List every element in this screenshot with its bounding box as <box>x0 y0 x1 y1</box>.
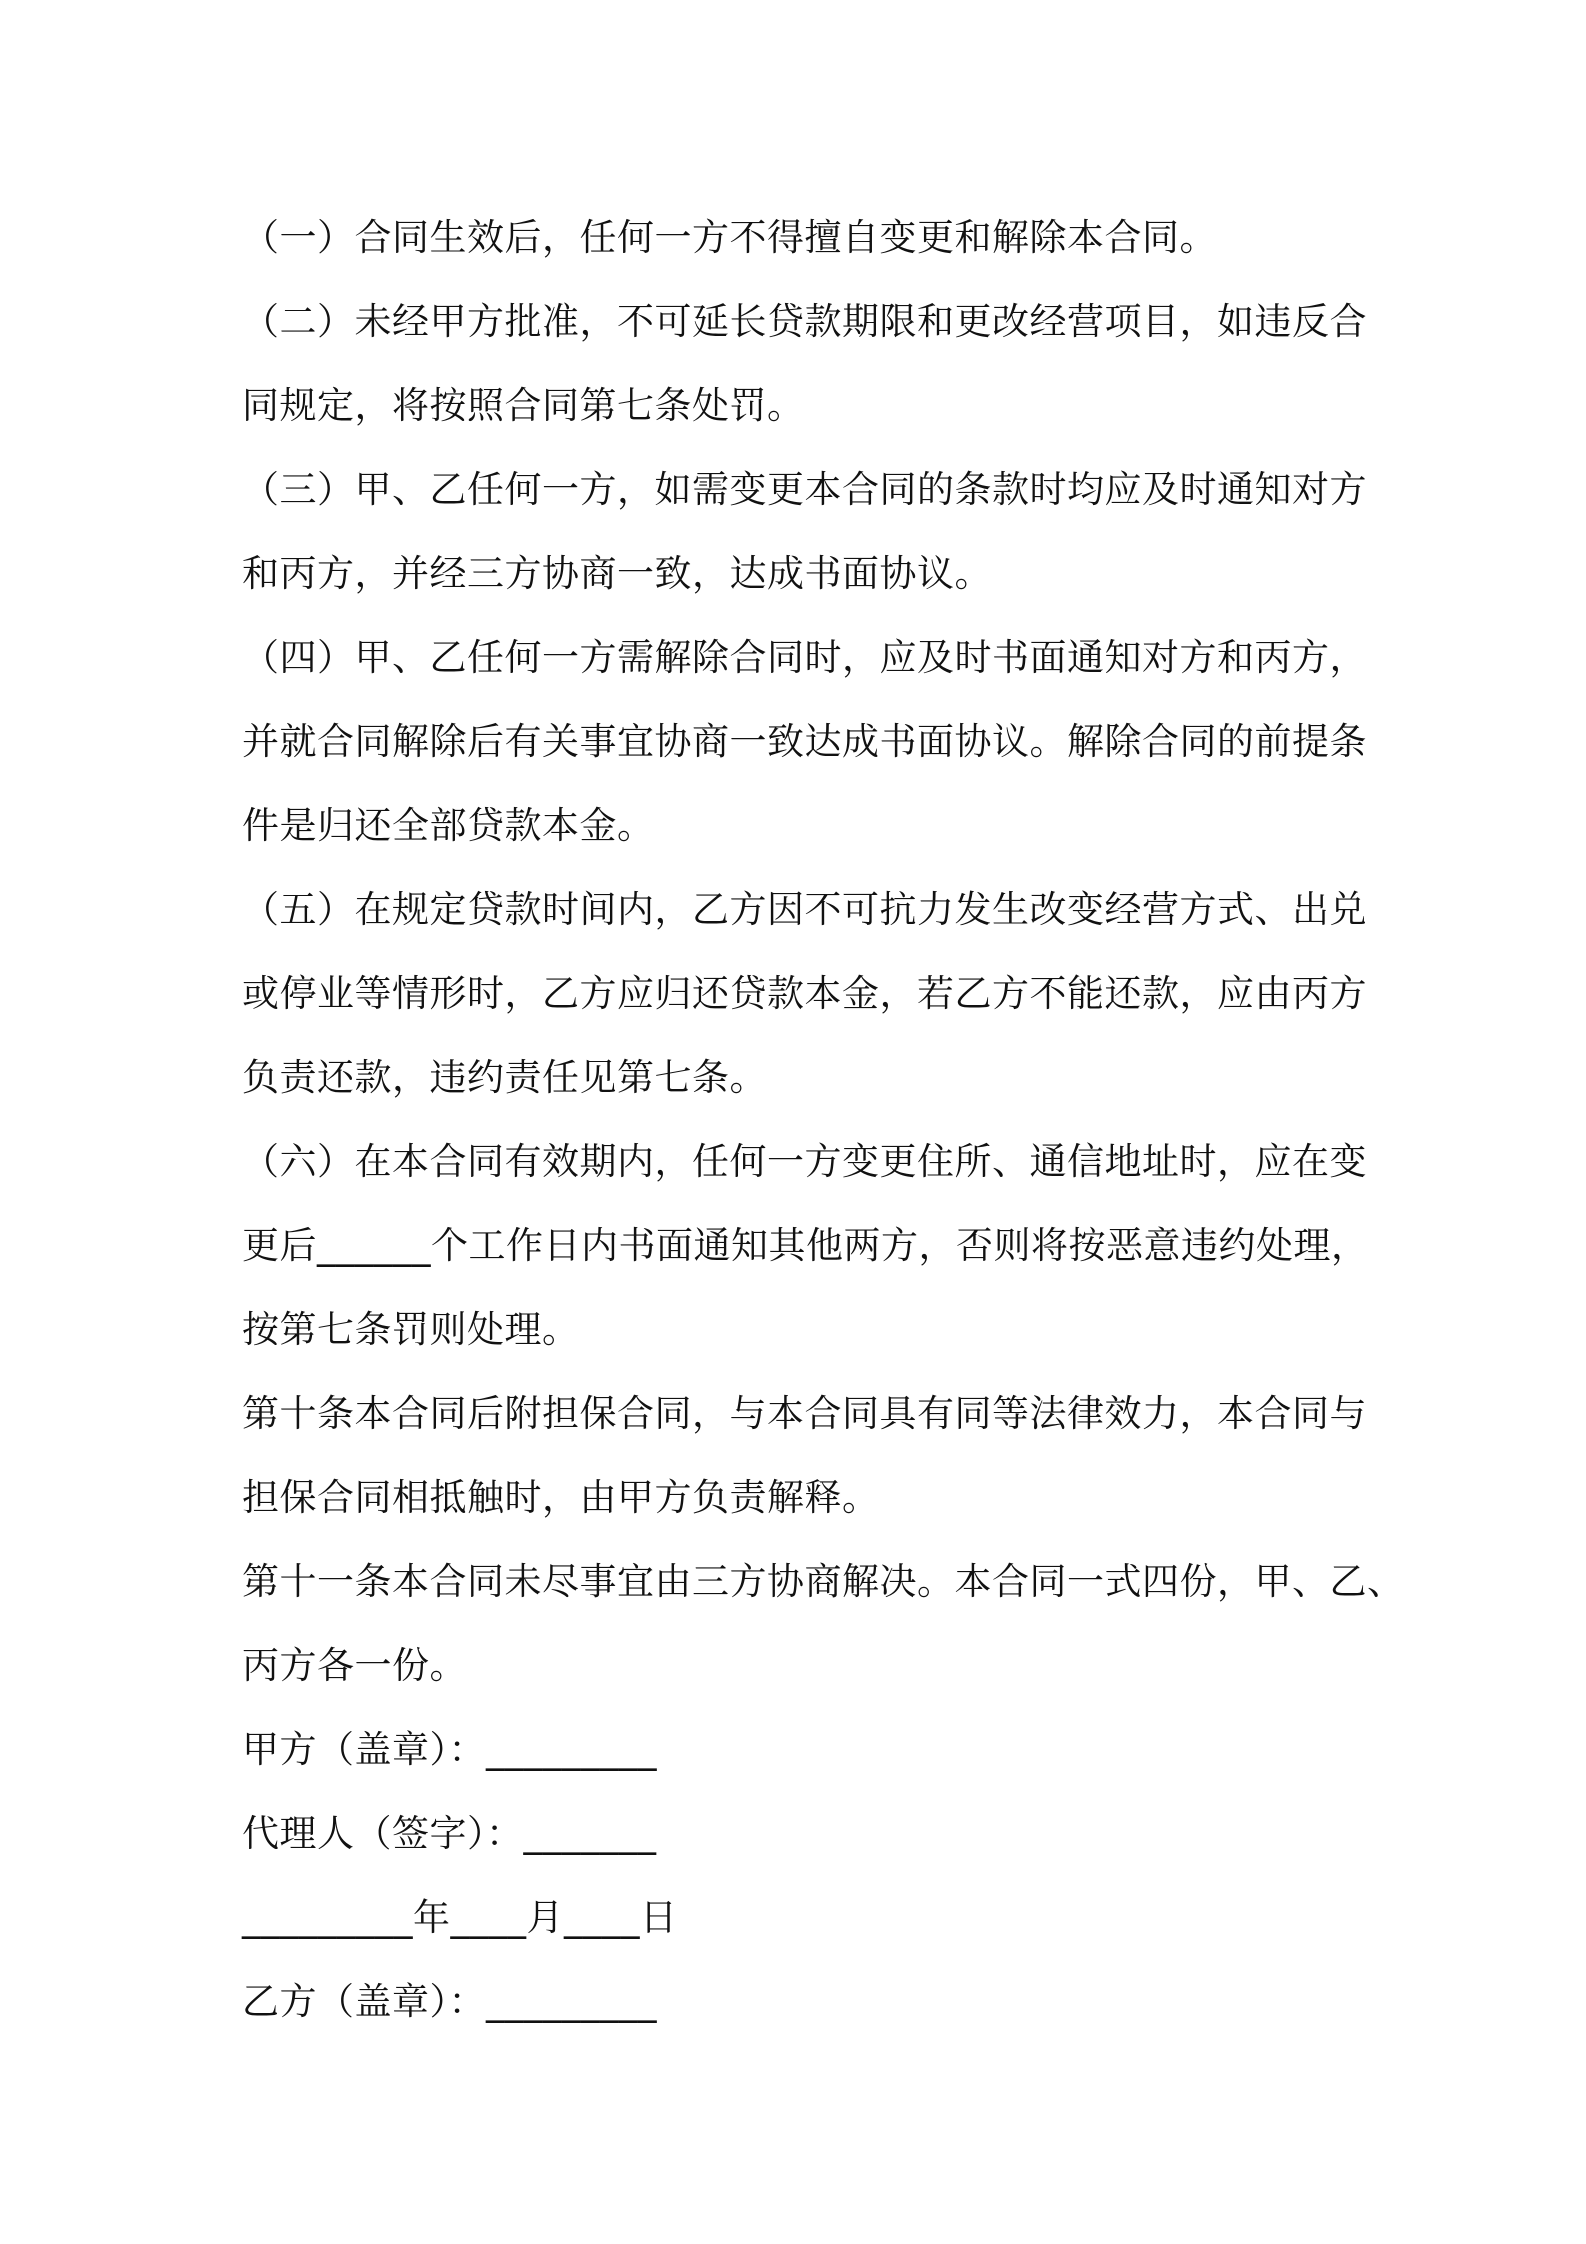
document-page <box>242 196 1405 2044</box>
clause-5-line-1: （五）在规定贷款时间内，乙方因不可抗力发生改变经营方式、出兑 <box>242 888 1367 931</box>
clause-4-line-2: 并就合同解除后有关事宜协商一致达成书面协议。解除合同的前提条 <box>242 720 1367 763</box>
article-11-line-1: 第十一条本合同未尽事宜由三方协商解决。本合同一式四份，甲、乙、 <box>242 1560 1405 1603</box>
article-11-line-2: 丙方各一份。 <box>242 1644 467 1687</box>
clause-1-line: （一）合同生效后，任何一方不得擅自变更和解除本合同。 <box>242 216 1217 259</box>
date-line: _________年____月____日 <box>242 1896 678 1939</box>
clause-6-line-2: 更后______个工作日内书面通知其他两方，否则将按恶意违约处理， <box>242 1224 1369 1267</box>
clause-3-line-1: （三）甲、乙任何一方，如需变更本合同的条款时均应及时通知对方 <box>242 468 1367 511</box>
clause-2-line-2: 同规定，将按照合同第七条处罚。 <box>242 384 805 427</box>
party-b-seal-line: 乙方（盖章）：_________ <box>242 1980 657 2023</box>
clause-4-line-3: 件是归还全部贷款本金。 <box>242 804 655 847</box>
agent-signature-line: 代理人（签字）：_______ <box>242 1812 657 1855</box>
article-10-line-2: 担保合同相抵触时，由甲方负责解释。 <box>242 1476 880 1519</box>
party-a-seal-line: 甲方（盖章）：_________ <box>242 1728 657 1771</box>
clause-5-line-3: 负责还款，违约责任见第七条。 <box>242 1056 767 1099</box>
clause-5-line-2: 或停业等情形时，乙方应归还贷款本金，若乙方不能还款，应由丙方 <box>242 972 1367 1015</box>
clause-3-line-2: 和丙方，并经三方协商一致，达成书面协议。 <box>242 552 992 595</box>
clause-6-line-3: 按第七条罚则处理。 <box>242 1308 580 1351</box>
clause-6-line-1: （六）在本合同有效期内，任何一方变更住所、通信地址时，应在变 <box>242 1140 1367 1183</box>
article-10-line-1: 第十条本合同后附担保合同，与本合同具有同等法律效力，本合同与 <box>242 1392 1367 1435</box>
clause-2-line-1: （二）未经甲方批准，不可延长贷款期限和更改经营项目，如违反合 <box>242 300 1367 343</box>
clause-4-line-1: （四）甲、乙任何一方需解除合同时，应及时书面通知对方和丙方， <box>242 636 1367 679</box>
